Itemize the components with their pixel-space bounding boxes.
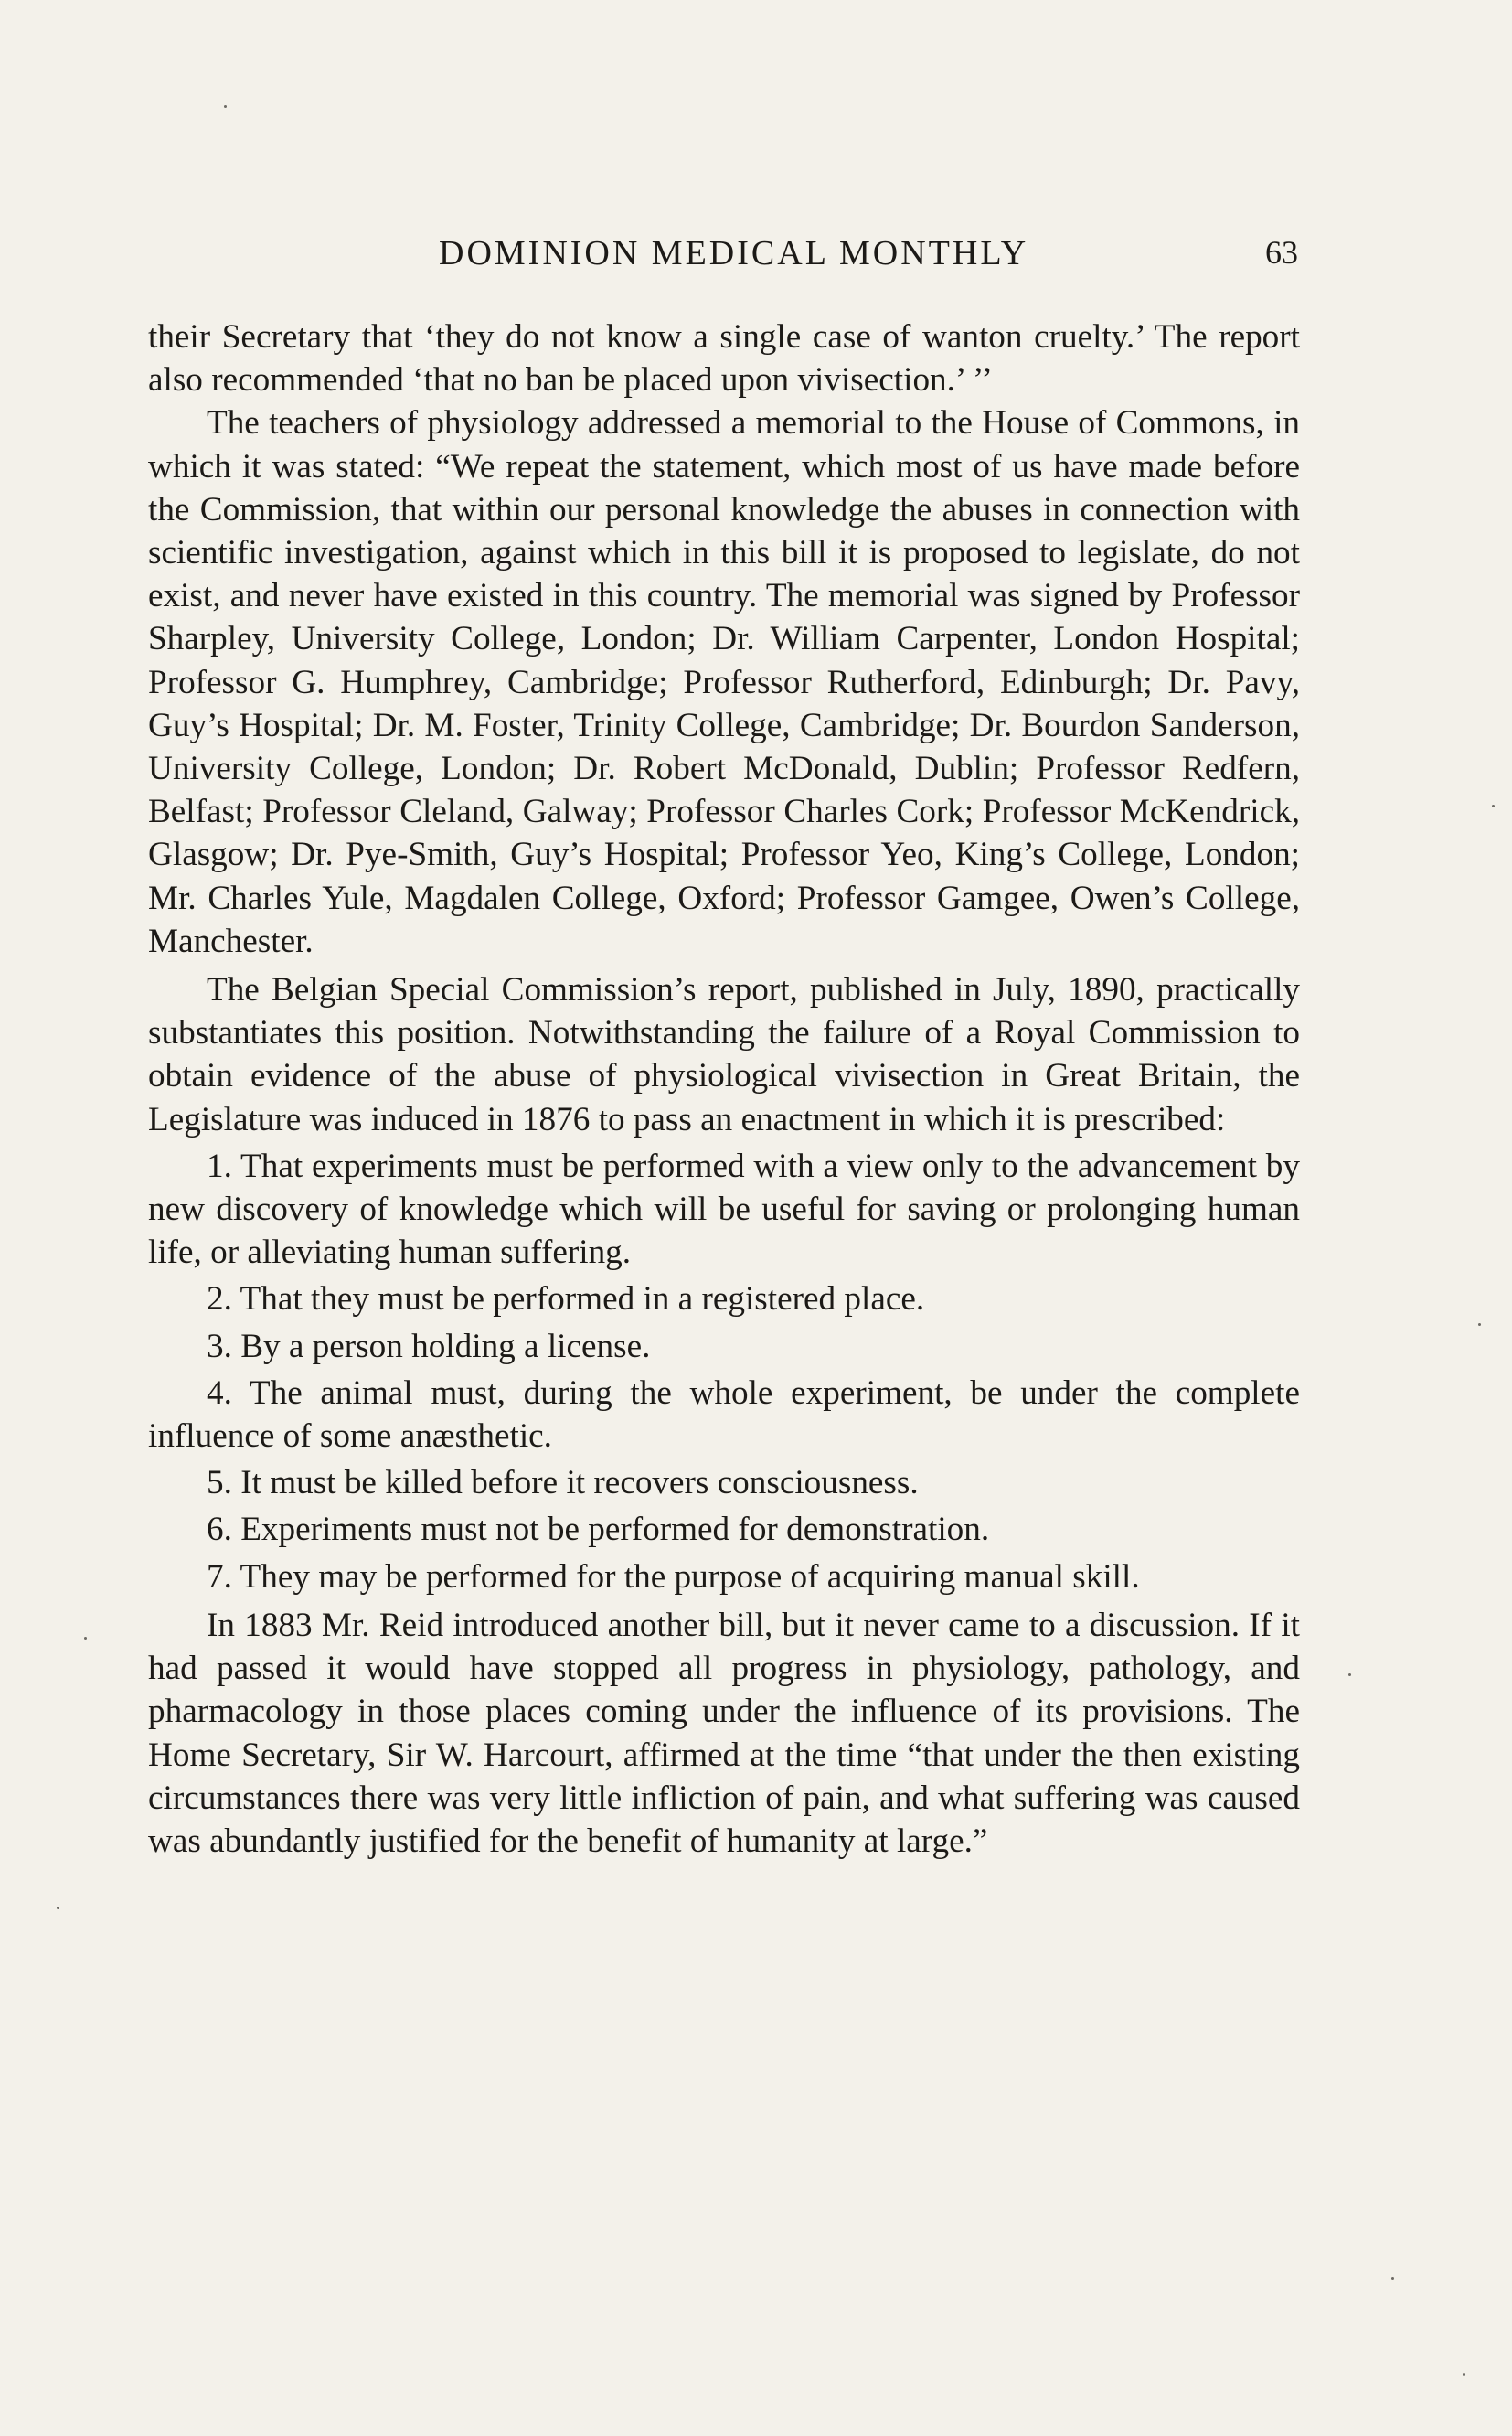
- list-item-5: 5. It must be killed before it recovers consciousness.: [207, 1464, 919, 1502]
- scan-speck: [1478, 1323, 1481, 1326]
- paragraph-memorial: The teachers of physiology addressed a memorial to the House of Commons, in which it was stated: “We repeat the statement, which most of us have made before the Commission, that within our personal knowledge the abuses in connection with scientific investigation, against which in this bill it is proposed to legislate, do not exist, and never have existed in this country. The memorial was signed by Professor Sharpley, University College, London; Dr. William Carpenter, London Hospital; Professor G. Humphrey, Cambridge; Professor Rutherford, Edinburgh; Dr. Pavy, Guy’s Hospital; Dr. M. Foster, Trinity College, Cambridge; Dr. Bourdon Sanderson, University College, London; Dr. Robert McDonald, Dublin; Professor Redfern, Belfast; Professor Cleland, Galway; Professor Charles Cork; Professor McKendrick, Glasgow; Dr. Pye-Smith, Guy’s Hospital; Professor Yeo, King’s College, London; Mr. Charles Yule, Magdalen College, Oxford; Professor Gamgee, Owen’s College, Manchester.: [148, 404, 1300, 960]
- list-item-7: 7. They may be performed for the purpose of acquiring manual skill.: [207, 1557, 1140, 1596]
- list-item-1: 1. That experiments must be performed with a view only to the advancement by new discovery of knowledge which will be useful for saving or prolonging human life, or alleviating human suffering.: [148, 1147, 1300, 1272]
- paragraph-reid-bill: In 1883 Mr. Reid introduced another bill, but it never came to a discussion. If it had passed it would have stopped all progress in physiology, pathology, and pharmacology in those places coming under the influence of its provisions. The Home Secretary, Sir W. Harcourt, affirmed at the time “that under the then existing circumstances there was very little infliction of pain, and what suffering was caused was abundantly justified for the benefit of humanity at large.”: [148, 1606, 1300, 1860]
- list-item-6: 6. Experiments must not be performed for demonstration.: [207, 1511, 990, 1549]
- scan-speck: [224, 105, 227, 108]
- list-item-4: 4. The animal must, during the whole experiment, be under the complete influence of some anæsthetic.: [148, 1373, 1300, 1456]
- paragraph-belgian-commission: The Belgian Special Commission’s report, published in July, 1890, practically substantiates this position. Notwithstanding the failure of a Royal Commission to obtain evidence of the abuse of physiological vivisection in Great Britain, the Legislature was induced in 1876 to pass an enactment in which it is prescribed:: [148, 971, 1300, 1138]
- paragraph-continued: their Secretary that ‘they do not know a single case of wanton cruelty.’ The report also recommended ‘that no ban be placed upon vivisection.’ ’’: [148, 318, 1300, 400]
- scan-speck: [1391, 2277, 1394, 2280]
- scan-speck: [57, 1907, 59, 1909]
- scan-speck: [1492, 805, 1495, 807]
- running-head: [146, 233, 1298, 288]
- scan-speck: [1463, 2373, 1465, 2376]
- list-item-2: 2. That they must be performed in a registered place.: [207, 1280, 925, 1319]
- scan-speck: [1348, 1673, 1351, 1676]
- list-item-3: 3. By a person holding a license.: [207, 1327, 651, 1365]
- article-body: [148, 315, 1300, 1863]
- scan-speck: [84, 1637, 87, 1640]
- journal-title: DOMINION MEDICAL MONTHLY: [439, 234, 1029, 272]
- page-number: 63: [1265, 234, 1298, 271]
